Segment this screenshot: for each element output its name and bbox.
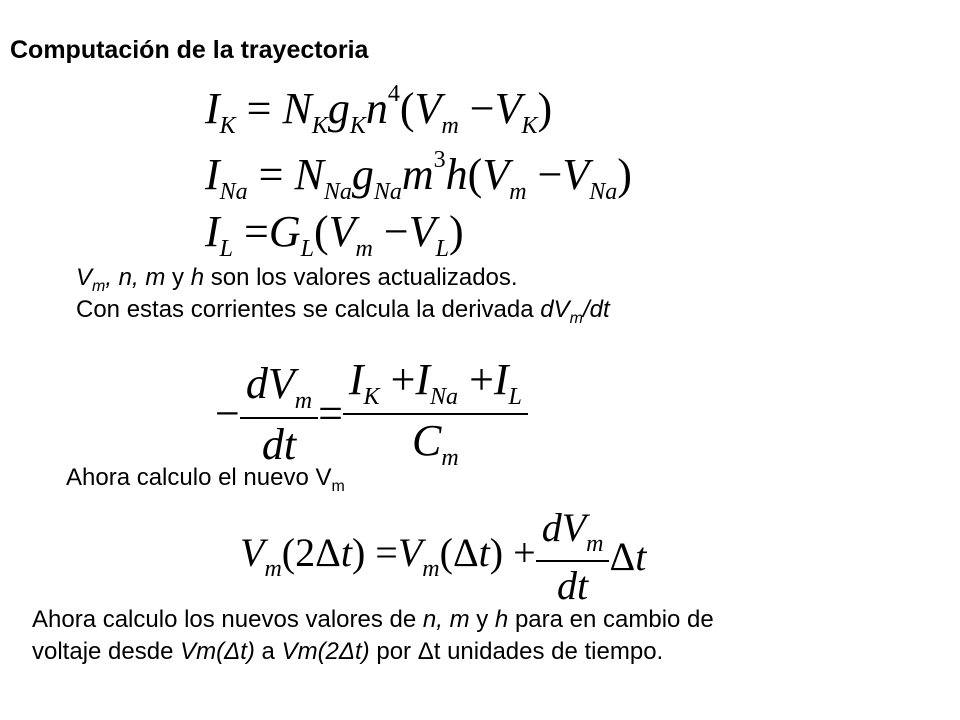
paragraph-line: Ahora calculo los nuevos valores de n, m y h para en cambio de	[32, 606, 714, 633]
paragraph-line: $V_m$, n, m y h son los valores actualizados.	[76, 264, 518, 295]
paragraph-new-nmh	[32, 604, 714, 669]
paragraph-updated-values	[76, 264, 610, 328]
paragraph-new-vm: Ahora calculo el nuevo $V_m$	[66, 464, 345, 495]
paragraph-line: voltaje desde Vm(Δt) a Vm(2Δt) por Δt unidades de tiempo.	[32, 638, 664, 666]
paragraph-line: Con estas corrientes se calcula la derivada $dV_m/dt$	[76, 296, 610, 328]
equation-derivative: − $\frac{dV_m}{dt}$ = $\frac{I_K +I_{Na} +I_L}{C_m}$	[215, 358, 528, 470]
equation-il: $I_L =G_L(V_m -V_L)$	[205, 207, 464, 262]
equation-ina: $I_{Na} = N_{Na}g_{Na}m^3h(V_m -V_{Na})$	[205, 147, 632, 205]
equation-ik: $I_K = N_Kg_Kn^4(V_m -V_K)$	[205, 81, 553, 139]
page-title: Computación de la trayectoria	[10, 36, 369, 64]
equation-update: $V_m(2\Delta t) =V_m(\Delta t)$ + $\frac{dV_m}{dt}$ Δt	[240, 505, 647, 608]
